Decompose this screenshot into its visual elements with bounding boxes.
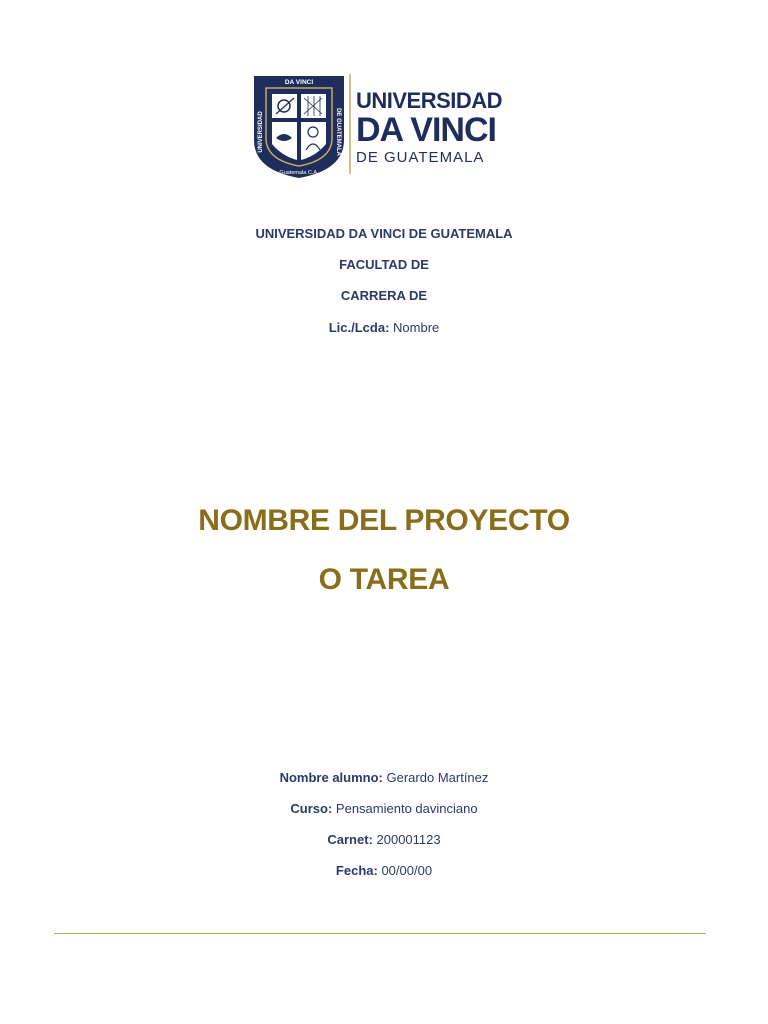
svg-text:DA VINCI: DA VINCI <box>284 79 314 86</box>
teacher-line <box>0 320 768 335</box>
teacher-label: Lic./Lcda: <box>328 320 390 335</box>
faculty-line: FACULTAD DE <box>339 257 429 272</box>
svg-text:DE GUATEMALA: DE GUATEMALA <box>335 108 341 156</box>
course-value: Pensamiento davinciano <box>335 801 478 816</box>
course-line <box>0 801 768 816</box>
date-value: 00/00/00 <box>381 863 433 878</box>
carnet-label: Carnet: <box>327 832 373 847</box>
student-name-value: Gerardo Martínez <box>386 770 489 785</box>
carnet-value: 200001123 <box>376 832 441 847</box>
wordmark-line3: DE GUATEMALA <box>356 149 485 166</box>
carnet-line <box>0 832 768 847</box>
project-title-line2: O TAREA <box>318 563 450 596</box>
student-name-label: Nombre alumno: <box>279 770 383 785</box>
university-wordmark <box>356 90 502 165</box>
teacher-value: Nombre <box>393 320 440 335</box>
student-name-line <box>0 770 768 785</box>
footer-divider <box>54 933 706 934</box>
wordmark-line2: DA VINCI <box>356 111 496 149</box>
wordmark-line1: UNIVERSIDAD <box>356 88 503 113</box>
university-name: UNIVERSIDAD DA VINCI DE GUATEMALA <box>255 226 513 241</box>
date-label: Fecha: <box>335 863 378 878</box>
svg-text:Guatemala C.A.: Guatemala C.A. <box>279 170 319 176</box>
course-label: Curso: <box>290 801 333 816</box>
svg-text:UNIVERSIDAD: UNIVERSIDAD <box>258 111 264 153</box>
project-title-line1: NOMBRE DEL PROYECTO <box>198 504 570 537</box>
date-line <box>0 863 768 878</box>
career-line: CARRERA DE <box>340 288 428 303</box>
